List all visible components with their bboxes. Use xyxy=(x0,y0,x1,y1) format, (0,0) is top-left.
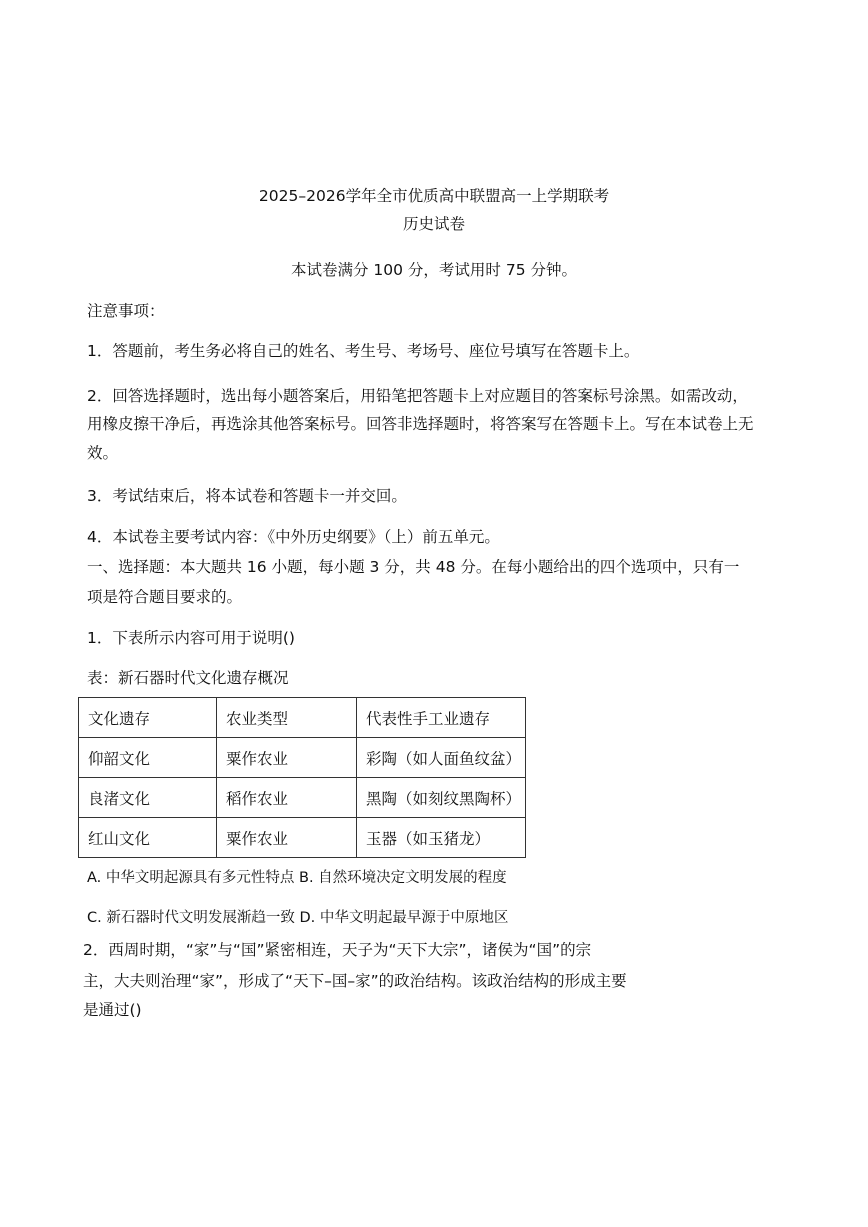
table-header-cell: 代表性手工业遗存 xyxy=(357,698,526,738)
notice-item: 3．考试结束后，将本试卷和答题卡一并交回。 xyxy=(87,487,407,505)
question-stem: 是通过() xyxy=(83,1001,142,1019)
table-row xyxy=(79,738,526,778)
exam-info: 本试卷满分 100 分，考试用时 75 分钟。 xyxy=(290,261,578,279)
table-row xyxy=(79,778,526,818)
table-cell: 粟作农业 xyxy=(217,738,357,778)
table-header-cell: 文化遗存 xyxy=(79,698,217,738)
notice-item: 1．答题前，考生务必将自己的姓名、考生号、考场号、座位号填写在答题卡上。 xyxy=(87,342,640,360)
table-cell: 粟作农业 xyxy=(217,818,357,858)
table-row xyxy=(79,818,526,858)
answer-options: A. 中华文明起源具有多元性特点 B. 自然环境决定文明发展的程度 xyxy=(87,870,507,886)
section-instruction: 项是符合题目要求的。 xyxy=(87,588,243,606)
notice-item: 4．本试卷主要考试内容：《中外历史纲要》（上）前五单元。 xyxy=(87,528,500,546)
table-cell: 仰韶文化 xyxy=(79,738,217,778)
table-cell: 黑陶（如刻纹黑陶杯） xyxy=(357,778,526,818)
table-cell: 良渚文化 xyxy=(79,778,217,818)
exam-subtitle: 历史试卷 xyxy=(402,215,465,233)
exam-title: 2025–2026学年全市优质高中联盟高一上学期联考 xyxy=(258,187,610,205)
notice-item: 用橡皮擦干净后，再选涂其他答案标号。回答非选择题时，将答案写在答题卡上。写在本试卷上无 xyxy=(87,415,754,433)
section-instruction: 一、选择题：本大题共 16 小题，每小题 3 分，共 48 分。在每小题给出的四个选项中，只有一 xyxy=(87,558,740,576)
table-header-row xyxy=(79,698,526,738)
question-stem: 1．下表所示内容可用于说明() xyxy=(87,629,295,647)
question-stem: 2．西周时期，“家”与“国”紧密相连，天子为“天下大宗”，诸侯为“国”的宗 xyxy=(83,941,592,959)
culture-table xyxy=(78,697,526,858)
table-cell: 彩陶（如人面鱼纹盆） xyxy=(357,738,526,778)
table-cell: 稻作农业 xyxy=(217,778,357,818)
notice-item: 2．回答选择题时，选出每小题答案后，用铅笔把答题卡上对应题目的答案标号涂黑。如需改动， xyxy=(87,387,748,405)
table-cell: 红山文化 xyxy=(79,818,217,858)
table-cell: 玉器（如玉猪龙） xyxy=(357,818,526,858)
question-stem: 主，大夫则治理“家”，形成了“天下–国–家”的政治结构。该政治结构的形成主要 xyxy=(83,972,627,990)
table-header-cell: 农业类型 xyxy=(217,698,357,738)
table-caption: 表：新石器时代文化遗存概况 xyxy=(87,669,289,687)
notice-item: 效。 xyxy=(87,444,119,462)
notice-heading: 注意事项： xyxy=(87,302,165,320)
answer-options: C. 新石器时代文明发展渐趋一致 D. 中华文明起最早源于中原地区 xyxy=(87,910,509,926)
